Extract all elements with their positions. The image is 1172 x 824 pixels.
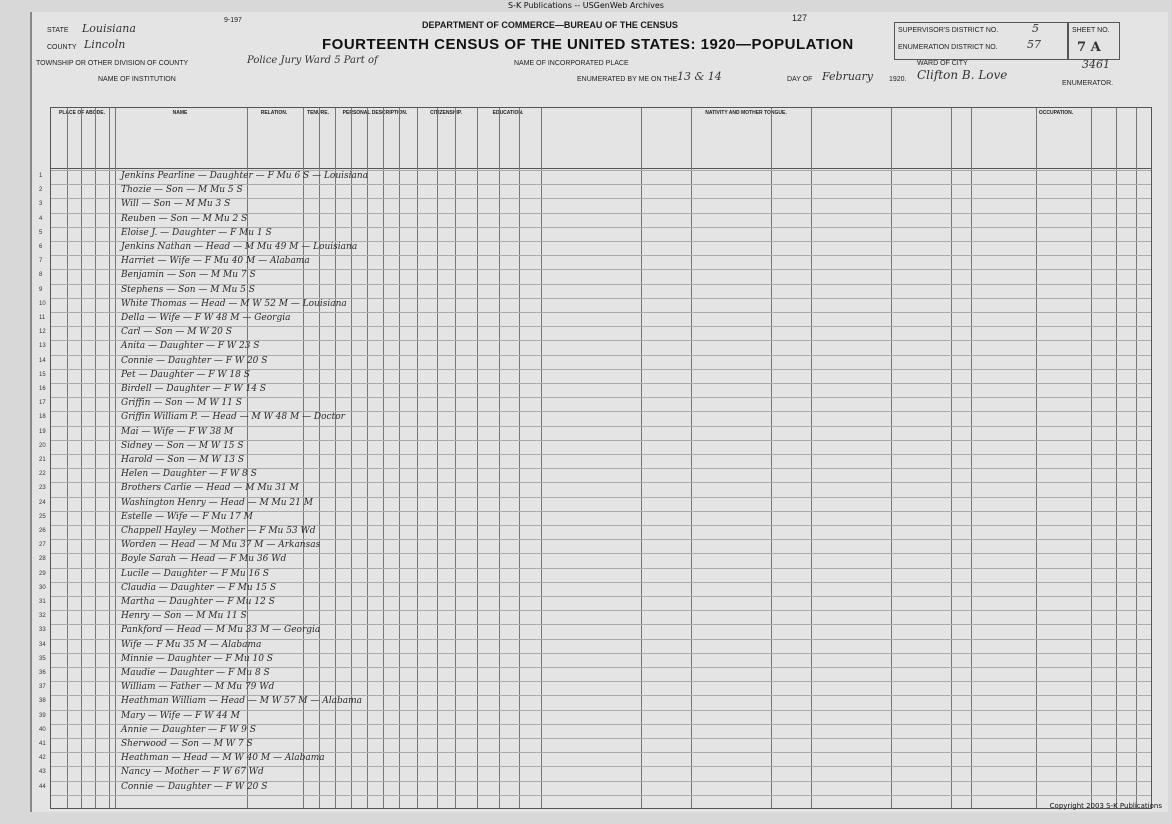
line-number: 1 [39, 173, 43, 179]
line-number: 37 [39, 684, 46, 691]
county-label: COUNTY [47, 44, 77, 51]
sheet-label: SHEET NO. [1072, 27, 1110, 34]
line-number: 20 [39, 442, 46, 449]
line-number: 39 [39, 712, 46, 719]
line-number: 14 [39, 357, 46, 364]
page-title: FOURTEENTH CENSUS OF THE UNITED STATES: 1920—POPULATION [322, 36, 854, 53]
line-number: 33 [39, 627, 46, 634]
archive-banner: S-K Publications -- USGenWeb Archives [508, 1, 664, 10]
census-entry: Thozie — Son — M Mu 5 S [121, 185, 243, 196]
line-number: 26 [39, 528, 46, 534]
census-entry: Carl — Son — M W 20 S [121, 327, 232, 338]
sheet-value: 7 A [1077, 40, 1101, 55]
line-number: 9 [39, 286, 43, 293]
line-number: 5 [39, 229, 43, 236]
census-entry: Harriet — Wife — F Mu 40 M — Alabama [121, 256, 310, 267]
group-education: EDUCATION. [492, 110, 524, 116]
line-number: 7 [39, 258, 43, 265]
census-entry: Helen — Daughter — F W 8 S [121, 469, 257, 480]
line-number: 24 [39, 499, 46, 506]
census-entry: Lucile — Daughter — F Mu 16 S [121, 568, 269, 579]
line-number: 41 [39, 741, 46, 747]
census-sheet [30, 12, 1168, 812]
line-number: 27 [39, 542, 46, 549]
form-number: 9-197 [224, 17, 242, 24]
census-entry: Claudia — Daughter — F Mu 15 S [121, 582, 277, 593]
line-number: 29 [39, 570, 46, 577]
line-number: 42 [39, 755, 46, 762]
census-entry: Heathman — Head — M W 40 M — Alabama [121, 753, 325, 764]
line-number: 3 [39, 201, 43, 208]
census-entry: Reuben — Son — M Mu 2 S [121, 213, 248, 224]
ward-label: WARD OF CITY [917, 60, 968, 67]
census-entry: Mary — Wife — F W 44 M [121, 710, 240, 721]
enum-day: 13 & 14 [677, 70, 722, 83]
census-entry: Griffin — Son — M W 11 S [121, 398, 242, 409]
census-entry: Anita — Daughter — F W 23 S [121, 341, 260, 352]
column-headers [51, 108, 1151, 169]
line-number: 11 [39, 315, 46, 321]
census-entry: Maudie — Daughter — F Mu 8 S [121, 668, 270, 678]
line-number: 13 [39, 343, 46, 350]
line-number: 18 [39, 414, 46, 421]
enumerated-label: ENUMERATED BY ME ON THE [577, 76, 678, 83]
group-name: NAME [172, 110, 188, 116]
census-entry: Stephens — Son — M Mu 5 S [121, 284, 255, 295]
copyright-note: Copyright 2003 S-K Publications [1049, 802, 1162, 810]
census-entry: Birdell — Daughter — F W 14 S [121, 384, 266, 394]
state-label: STATE [47, 27, 69, 34]
group-personal: PERSONAL DESCRIPTION. [342, 110, 408, 116]
line-number: 15 [39, 371, 46, 378]
census-entry: Jenkins Pearline — Daughter — F Mu 6 S — Louisiana [121, 171, 369, 181]
row-divider [51, 795, 1151, 796]
group-relation: RELATION. [260, 110, 288, 116]
group-tenure: TENURE. [307, 110, 329, 116]
census-entry: William — Father — M Mu 79 Wd [121, 682, 275, 693]
line-number: 17 [39, 400, 46, 407]
supervisor-value: 5 [1032, 22, 1039, 35]
incorporated-label: NAME OF INCORPORATED PLACE [514, 60, 629, 67]
township-value: Police Jury Ward 5 Part of [247, 55, 378, 66]
census-table [39, 107, 1152, 809]
county-value: Lincoln [84, 38, 126, 51]
group-nativity: NATIVITY AND MOTHER TONGUE. [705, 110, 787, 116]
census-entry: Della — Wife — F W 48 M — Georgia [121, 313, 291, 323]
census-entry: Chappell Hayley — Mother — F Mu 53 Wd [121, 526, 316, 536]
line-number: 10 [39, 300, 46, 307]
census-entry: Minnie — Daughter — F Mu 10 S [121, 653, 273, 664]
line-number: 21 [39, 457, 46, 463]
census-entry: Worden — Head — M Mu 37 M — Arkansas [121, 540, 321, 551]
census-entry: Pet — Daughter — F W 18 S [121, 369, 250, 380]
group-place-of-abode: PLACE OF ABODE. [59, 110, 105, 116]
census-entry: Estelle — Wife — F Mu 17 M [121, 511, 253, 522]
line-number: 36 [39, 670, 46, 676]
line-number: 28 [39, 556, 46, 563]
township-label: TOWNSHIP OR OTHER DIVISION OF COUNTY [36, 60, 189, 67]
group-occupation: OCCUPATION. [1038, 110, 1074, 116]
line-number: 16 [39, 386, 46, 392]
census-entry: Benjamin — Son — M Mu 7 S [121, 270, 256, 281]
census-entry: Sidney — Son — M W 15 S [121, 440, 244, 451]
year-label: 1920. [889, 76, 907, 83]
supervisor-label: SUPERVISOR'S DISTRICT NO. [898, 27, 999, 34]
line-number: 40 [39, 726, 46, 733]
census-entry: Connie — Daughter — F W 20 S [121, 355, 268, 366]
enum-month: February [822, 70, 873, 83]
census-entry: Will — Son — M Mu 3 S [121, 199, 231, 210]
line-number: 23 [39, 485, 46, 492]
census-entry: Sherwood — Son — M W 7 S [121, 739, 253, 749]
line-number: 19 [39, 428, 46, 435]
corner-number: 3461 [1082, 58, 1110, 71]
census-entry: Eloise J. — Daughter — F Mu 1 S [121, 227, 272, 238]
line-number: 31 [39, 599, 46, 605]
line-number: 8 [39, 272, 43, 279]
line-number: 6 [39, 244, 43, 250]
line-number: 25 [39, 513, 46, 520]
census-entry: Martha — Daughter — F Mu 12 S [121, 597, 275, 607]
enumerator-label: ENUMERATOR. [1062, 80, 1114, 87]
census-entry: Connie — Daughter — F W 20 S [121, 781, 268, 792]
line-number: 44 [39, 783, 46, 790]
census-entry: Annie — Daughter — F W 9 S [121, 724, 256, 735]
census-entry: Wife — F Mu 35 M — Alabama [121, 639, 262, 650]
line-number: 12 [39, 329, 46, 336]
line-number: 34 [39, 641, 46, 648]
page-number: 127 [792, 13, 808, 23]
line-number: 38 [39, 698, 46, 705]
census-entry: Harold — Son — M W 13 S [121, 455, 245, 465]
census-entry: Heathman William — Head — M W 57 M — Alabama [121, 696, 362, 707]
census-entry: White Thomas — Head — M W 52 M — Louisiana [121, 298, 347, 309]
day-of-label: DAY OF [787, 76, 813, 83]
enum-district-value: 57 [1027, 38, 1041, 51]
census-entry: Jenkins Nathan — Head — M Mu 49 M — Louisiana [121, 242, 358, 252]
line-number: 2 [39, 187, 43, 194]
department-heading: DEPARTMENT OF COMMERCE—BUREAU OF THE CENSUS [422, 20, 678, 30]
census-entry: Nancy — Mother — F W 67 Wd [121, 767, 264, 778]
line-number: 4 [39, 215, 43, 222]
census-entry: Boyle Sarah — Head — F Mu 36 Wd [121, 554, 287, 565]
enum-district-label: ENUMERATION DISTRICT NO. [898, 44, 998, 51]
line-number: 35 [39, 655, 46, 662]
enumerator-name: Clifton B. Love [917, 68, 1008, 82]
institution-label: NAME OF INSTITUTION [98, 76, 176, 83]
line-number: 32 [39, 613, 46, 620]
group-citizenship: CITIZENSHIP. [430, 110, 462, 116]
census-entry: Henry — Son — M Mu 11 S [121, 611, 247, 622]
census-entry: Brothers Carlie — Head — M Mu 31 M [121, 483, 299, 494]
line-number: 22 [39, 471, 46, 478]
census-entry: Washington Henry — Head — M Mu 21 M [121, 497, 313, 508]
line-number: 30 [39, 584, 46, 591]
line-number: 43 [39, 769, 46, 776]
census-entry: Griffin William P. — Head — M W 48 M — Doctor [121, 412, 345, 423]
census-entry: Mai — Wife — F W 38 M [121, 426, 234, 437]
state-value: Louisiana [82, 22, 136, 35]
census-entry: Pankford — Head — M Mu 33 M — Georgia [121, 625, 321, 636]
